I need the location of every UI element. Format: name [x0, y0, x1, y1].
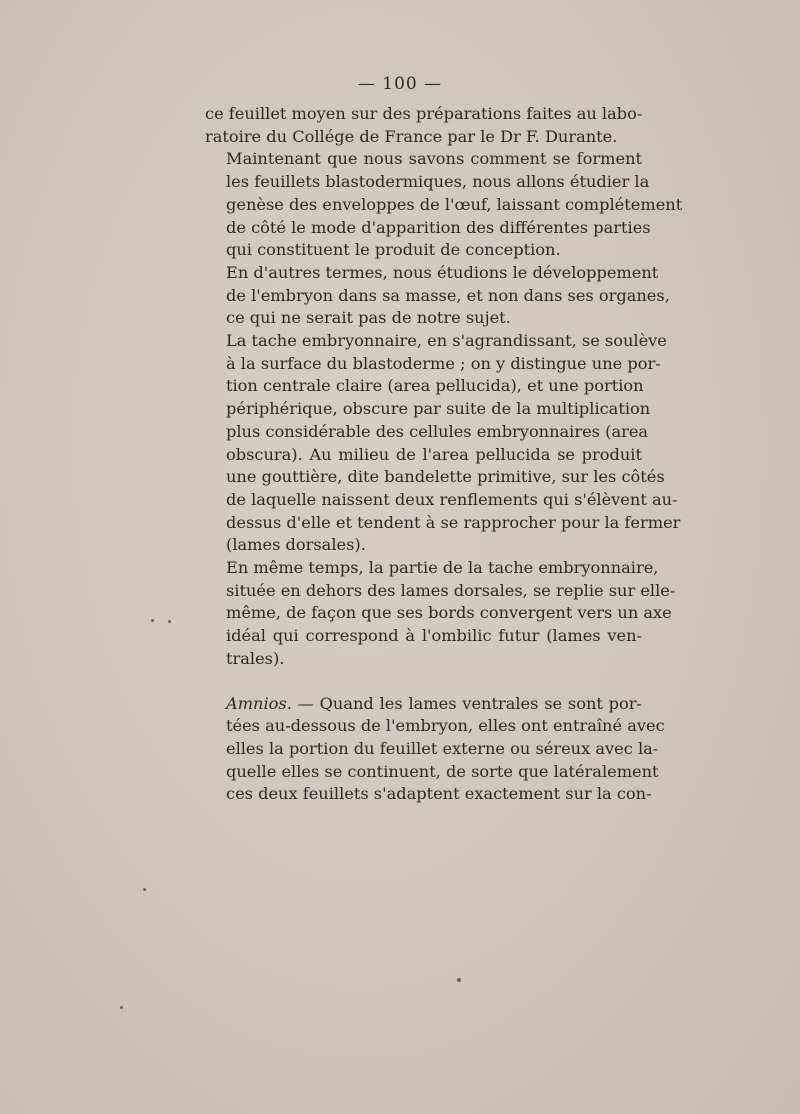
text-line: obscura). Au milieu de l'area pellucida se produit	[226, 444, 642, 464]
paper-speck	[151, 619, 154, 622]
text-line: idéal qui correspond à l'ombilic futur (lames ven-	[226, 626, 642, 646]
text-line: périphérique, obscure par suite de la multiplication	[226, 399, 651, 419]
text-line: les feuillets blastodermiques, nous allons étudier la	[226, 172, 650, 192]
text-line: En d'autres termes, nous étudions le développement	[226, 262, 659, 282]
text-line: trales).	[226, 648, 285, 668]
paper-speck	[143, 888, 146, 891]
text-line: genèse des enveloppes de l'œuf, laissant complétement	[226, 194, 683, 214]
text-line: de côté le mode d'apparition des différentes parties	[226, 217, 651, 237]
text-line: plus considérable des cellules embryonnaires (area	[226, 421, 649, 441]
text-line: située en dehors des lames dorsales, se replie sur elle-	[226, 580, 676, 600]
paragraph-1	[205, 103, 642, 148]
text-line: de laquelle naissent deux renflements qui s'élèvent au-	[226, 489, 678, 509]
paragraph-4	[205, 330, 681, 557]
paragraph-3	[205, 262, 670, 330]
paragraph-2	[205, 148, 683, 262]
text-line: Maintenant que nous savons comment se forment	[226, 149, 642, 169]
text-line: ratoire du Collége de France par le Dr F. Durante.	[205, 126, 618, 146]
text-line: à la surface du blastoderme ; on y distingue une por-	[226, 353, 661, 373]
amnios-paragraph	[205, 693, 665, 807]
paragraph-5	[205, 557, 676, 671]
text-line: En même temps, la partie de la tache embryonnaire,	[226, 558, 659, 578]
paper-speck	[457, 978, 461, 982]
text-line: ce qui ne serait pas de notre sujet.	[226, 308, 511, 328]
page-number: — 100 —	[357, 74, 443, 94]
text-line: même, de façon que ses bords convergent vers un axe	[226, 603, 672, 623]
text-line: une gouttière, dite bandelette primitive, sur les côtés	[226, 467, 665, 487]
text-line: elles la portion du feuillet externe ou séreux avec la-	[226, 738, 659, 758]
paper-speck	[168, 620, 171, 623]
section-gap	[205, 671, 642, 693]
text-line: (lames dorsales).	[226, 535, 366, 555]
body-text	[205, 103, 683, 806]
text-line	[205, 693, 642, 716]
text-line: dessus d'elle et tendent à se rapprocher pour la fermer	[226, 512, 681, 532]
text-line: tion centrale claire (area pellucida), et une portion	[226, 376, 644, 396]
paper-speck	[120, 1006, 123, 1009]
text-line: tées au-dessous de l'embryon, elles ont entraîné avec	[226, 716, 665, 736]
text-line: quelle elles se continuent, de sorte que latéralement	[226, 761, 659, 781]
text-line: ce feuillet moyen sur des préparations faites au labo-	[205, 104, 643, 123]
text-run: — Quand les lames ventrales se sont por-	[297, 693, 642, 713]
text-line: ces deux feuillets s'adaptent exactement sur la con-	[226, 784, 652, 804]
text-line: qui constituent le produit de conception.	[226, 240, 561, 260]
text-line: La tache embryonnaire, en s'agrandissant, se soulève	[226, 331, 667, 351]
text-line: de l'embryon dans sa masse, et non dans ses organes,	[226, 285, 670, 305]
section-heading-amnios: Amnios.	[226, 693, 292, 713]
